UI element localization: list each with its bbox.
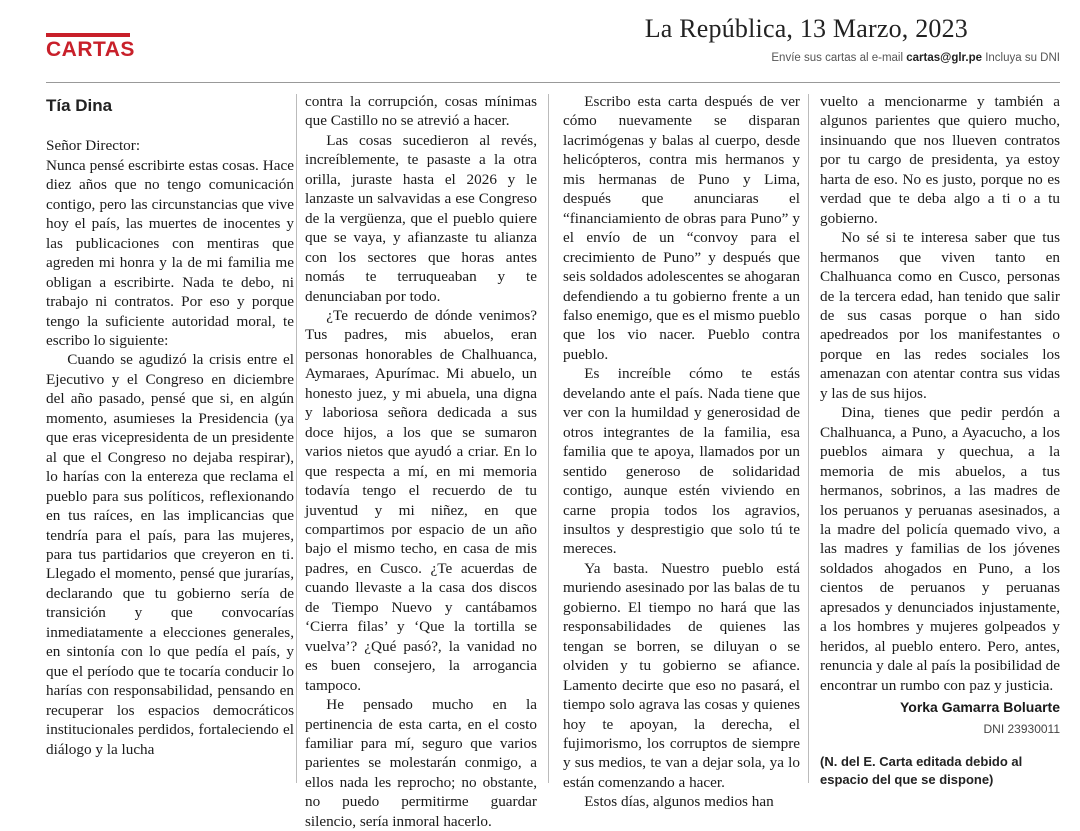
paragraph: Nunca pensé escribirte estas cosas. Hace diez años que no tengo comunicación contigo, pero las circunstancias que vive hoy el país, las muertes de inocentes y las publicaciones con mentiras que agreden mi honra y la de mi familia me obligan a escribirte. Nada te debo, ni trabajo ni contratos. Por eso y porque tengo la suficiente autoridad moral, te escribo lo siguiente:: [46, 156, 294, 349]
signature: Yorka Gamarra Boluarte: [899, 699, 1060, 716]
section-rule: [46, 33, 130, 37]
salutation: Señor Director:: [46, 137, 141, 155]
paragraph: Las cosas sucedieron al revés, increíblemente, te pasaste a la otra orilla, juraste hasta el 2026 y le lanzaste un salvavidas a ese Congreso de la vergüenza, que el pueblo quiere que se vaya, y afianzaste tu alianza con los sectores que horas antes nomás te terruqueaban y te denunciaban por todo.: [305, 131, 537, 305]
column-divider: [296, 94, 297, 783]
send-letters-note: [771, 52, 1060, 64]
letters-email[interactable]: cartas@glr.pe: [906, 52, 983, 64]
paragraph: Cuando se agudizó la crisis entre el Ejecutivo y el Congreso en diciembre del año pasado, pensé que si, en algún momento, asumieses la Presidencia (ya que eras vicepresidenta de un presidente al que el Congreso no dejaba respirar), lo harías con la entereza que reclama el pueblo para sus políticos, reflexionando en tus raíces, en las implicancias que tendría para el país, para las mujeres, para tus partidarios que creyeron en ti. Llegado el momento, pensé que jurarías, declarando que tu gobierno sería de transición y que convocarías inmediatamente a elecciones generales, en sintonía con lo que pedía el país, y que el período que te tocaría conducir lo harías con responsabilidad, pensando en recuperar los espacios democráticos institucionales perdidos, fortaleciendo el diálogo y la lucha: [46, 351, 294, 758]
column-divider: [808, 94, 809, 783]
letter-column-3: [563, 92, 800, 811]
paragraph: contra la corrupción, cosas mínimas que Castillo no se atrevió a hacer.: [305, 93, 537, 130]
signer-dni: DNI 23930011: [983, 721, 1060, 736]
editor-note: (N. del E. Carta editada debido al espacio del que se dispone): [820, 753, 1023, 787]
header-divider: [46, 82, 1060, 83]
paragraph: Escribo esta carta después de ver cómo nuevamente se disparan lacrimógenas y balas al cuerpo, desde helicópteros, contra mis hermanos y mis hermanas de Puno y Lima, después que anunciaras el “financiamiento de obras para Puno” y el envío de un “convoy para el crecimiento de Puno” y después que seis soldados adolescentes se ahogaran defendiendo a tu gobierno frente a un falso enemigo, que es el mismo pueblo que los vio nacer. Pueblo contra pueblo.: [563, 93, 800, 363]
paragraph: Ya basta. Nuestro pueblo está muriendo asesinado por las balas de tu gobierno. El tiempo no hará que las responsabilidades de quienes las tengan se borren, se diluyan o se olviden y tu gobierno se afiance. Lamento decirte que eso no pasará, el tiempo solo agrava las cosas y quienes hoy te apoyan, la derecha, el fujimorismo, los corruptos de siempre y sus medios, te van a dejar sola, ya lo están comenzando a hacer.: [563, 559, 800, 791]
letter-column-1: [46, 92, 294, 787]
send-note-prefix: Envíe sus cartas al e-mail: [771, 52, 907, 64]
paragraph: No sé si te interesa saber que tus hermanos que viven tanto en Chalhuanca como en Cusco, personas de la tercera edad, han tenido que salir de sus casas porque o han sido apedreados por los manifestantes o porque en las redes sociales los amenazan con atentar contra sus vidas y las de sus hijos.: [820, 229, 1060, 402]
letter-column-2: [305, 92, 537, 830]
section-label: CARTAS: [46, 38, 135, 61]
paragraph: Estos días, algunos medios han: [584, 793, 774, 811]
paragraph: Es increíble cómo te estás develando ante el país. Nada tiene que ver con la humildad y generosidad de otros integrantes de la familia, esa familia que te apoya, llamados por un sentido generoso de solidaridad contigo, aunque estén viviendo en carne propia todos los agravios, insultos y desprestigio que solo tú te mereces.: [563, 365, 800, 558]
send-note-suffix: Incluya su DNI: [982, 52, 1060, 64]
paragraph: vuelto a mencionarme y también a algunos parientes que quiero mucho, insinuando que nos llueven contratos por tu cargo de presidenta, ya estoy harta de eso. No es justo, porque no es verdad que te deba algo a ti o a tu gobierno.: [820, 93, 1060, 227]
letter-title: Tía Dina: [46, 96, 113, 115]
masthead-date: La República, 13 Marzo, 2023: [644, 14, 968, 43]
column-divider: [548, 94, 549, 783]
paragraph: ¿Te recuerdo de dónde venimos? Tus padres, mis abuelos, eran personas honorables de Chalhuanca, Aymaraes, Apurímac. Mi abuelo, un honesto juez, y mi abuela, una digna y laboriosa señora dedicada a sus doce hijos, a los que se sumaron varios nietos que ayudó a criar. En lo que respecta a mí, en mi memoria todavía tengo el recuerdo de tu juventud y mi niñez, en que compartimos por espacio de un año bajo el mismo techo, en casa de mis padres, en Cusco. ¿Te acuerdas de cuando llevaste a la casa dos discos de Tiempo Nuevo y cantábamos ‘Cierra filas’ y ‘Que la tortilla se vuelva’? ¿Qué pasó?, la vanidad no es buen consejero, la arrogancia tampoco.: [305, 306, 537, 694]
paragraph: Dina, tienes que pedir perdón a Chalhuanca, a Puno, a Ayacucho, a los pueblos aimara y quechua, a la memoria de mis abuelos, a tus hermanos, sobrinos, a las madres de los peruanos y peruanas asesinados, a la madre del policía quemado vivo, a las madres y familias de los jóvenes soldados ahogados en Puno, a los cientos de peruanos y peruanas apresados y denunciados injustamente, a los hombres y mujeres golpeados y heridos, al pueblo entero. Pero, antes, renuncia y dale al país la posibilidad de encontrar un rumbo con paz y justicia.: [820, 404, 1060, 694]
paragraph: He pensado mucho en la pertinencia de esta carta, en el costo familiar para mí, seguro que varios parientes se molestarán conmigo, a ellos nada les reprocho; no obstante, no puedo permitirme guardar silencio, sería inmoral hacerlo.: [305, 696, 537, 830]
letter-column-4: [820, 92, 1060, 787]
